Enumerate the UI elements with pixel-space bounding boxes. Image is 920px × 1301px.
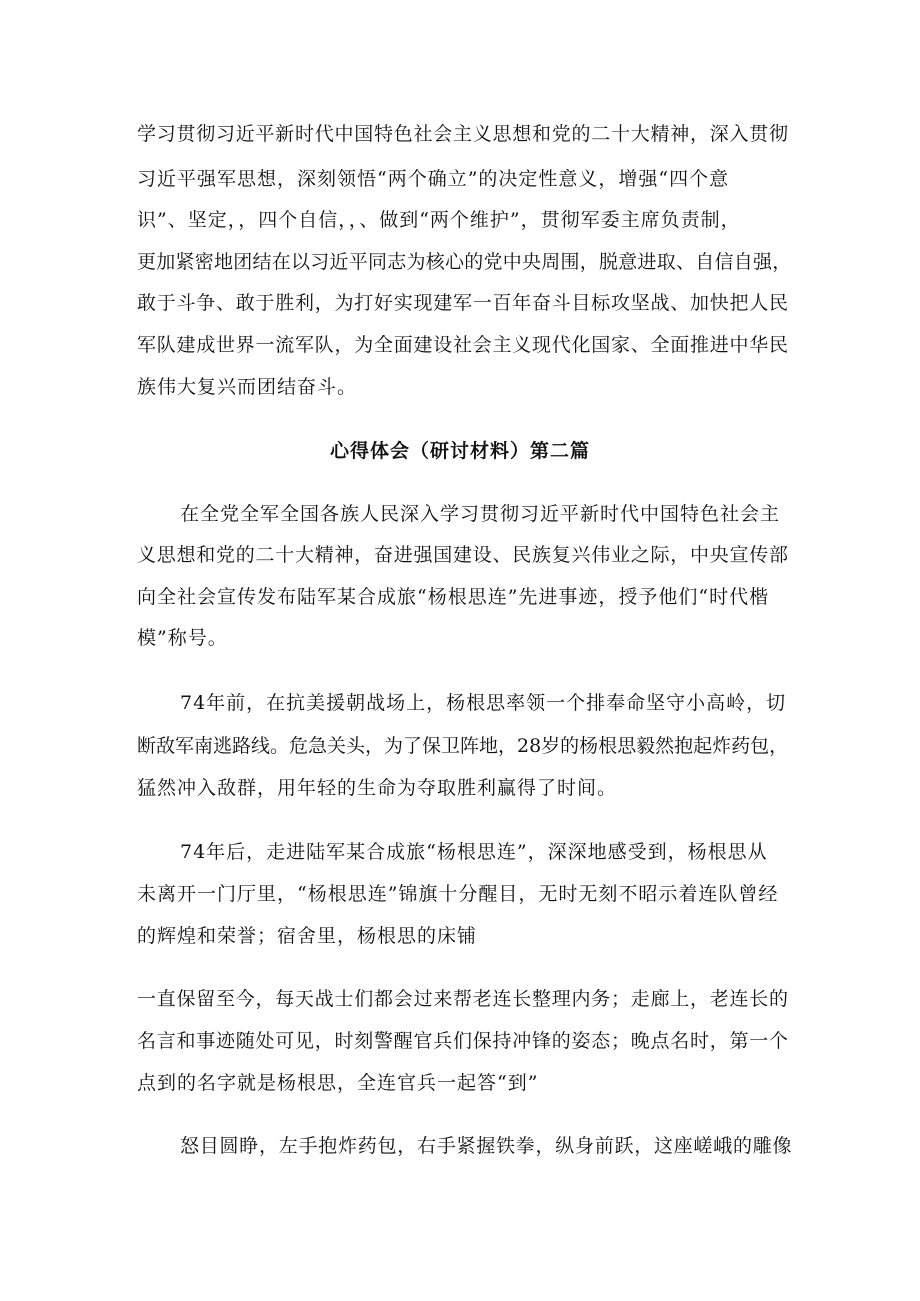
paragraph-1-line-4: 更加紧密地团结在以习近平同志为核心的党中央周围，脱意进取、自信自强，	[137, 251, 792, 273]
paragraph-2-line-3: 向全社会宣传发布陆军某合成旅“杨根思连”先进事迹，授予他们“时代楷	[137, 586, 770, 608]
paragraph-1-line-5: 敢于斗争、敢于胜利，为打好实现建军一百年奋斗目标攻坚战、加快把人民	[137, 292, 789, 314]
paragraph-5-line-2: 名言和事迹随处可见，时刻警醒官兵们保持冲锋的姿态；晚点名时，第一个	[137, 1030, 789, 1052]
paragraph-1-line-3: 识”、坚定，，四个自信，，、做到“两个维护”，贯彻军委主席负责制，	[137, 209, 741, 231]
paragraph-2-line-4: 模”称号。	[137, 627, 228, 649]
paragraph-1-line-7: 族伟大复兴而团结奋斗。	[137, 376, 358, 398]
paragraph-4-line-2: 未离开一门厅里，“杨根思连”锦旗十分醒目，无时无刻不昭示着连队曾经	[137, 883, 779, 905]
paragraph-4-line-3: 的辉煌和荣誉；宿舍里，杨根思的床铺	[137, 925, 478, 947]
paragraph-6-line-1: 怒目圆睁，左手抱炸药包，右手紧握铁拳，纵身前跃，这座嵯峨的雕像	[180, 1135, 793, 1157]
paragraph-5-line-1: 一直保留至今，每天战士们都会过来帮老连长整理内务；走廊上，老连长的	[137, 988, 789, 1010]
section-title: 心得体会（研讨材料）第二篇	[329, 440, 590, 462]
paragraph-1-line-2: 习近平强军思想，深刻领悟“两个确立”的决定性意义，增强“四个意	[137, 168, 730, 190]
paragraph-5-line-3: 点到的名字就是杨根思，全连官兵一起答“到”	[137, 1072, 539, 1094]
paragraph-3-line-3: 猛然冲入敌群，用年轻的生命为夺取胜利赢得了时间。	[137, 777, 618, 799]
paragraph-1-line-6: 军队建成世界一流军队，为全面建设社会主义现代化国家、全面推进中华民	[137, 334, 789, 356]
paragraph-4-line-1: 74年后，走进陆军某合成旅“杨根思连”，深深地感受到，杨根思从	[180, 841, 768, 863]
paragraph-1-line-1: 学习贯彻习近平新时代中国特色社会主义思想和党的二十大精神，深入贯彻	[137, 123, 789, 145]
paragraph-3-line-1: 74年前，在抗美援朝战场上，杨根思率领一个排奉命坚守小高岭，切	[180, 692, 787, 714]
paragraph-2-line-2: 义思想和党的二十大精神，奋进强国建设、民族复兴伟业之际，中央宣传部	[137, 544, 789, 566]
paragraph-2-line-1: 在全党全军全国各族人民深入学习贯彻习近平新时代中国特色社会主	[180, 503, 781, 525]
paragraph-3-line-2: 断敌军南逃路线。危急关头，为了保卫阵地，28岁的杨根思毅然抱起炸药包，	[137, 735, 789, 757]
